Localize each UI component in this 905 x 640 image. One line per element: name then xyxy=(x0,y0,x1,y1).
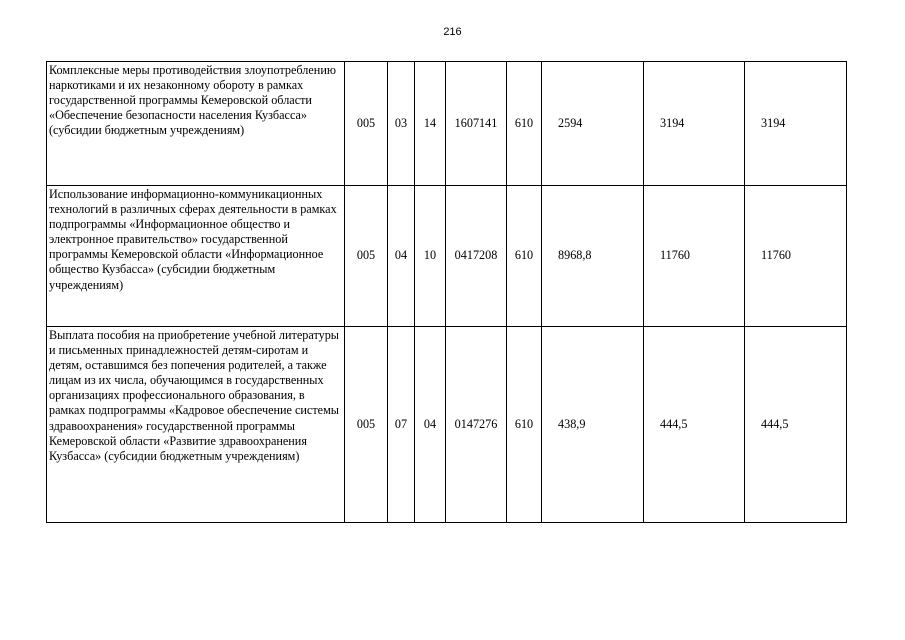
amount-year-1: 2594 xyxy=(542,62,644,186)
section-code: 03 xyxy=(388,62,415,186)
amount-year-2: 444,5 xyxy=(644,327,745,523)
budget-table xyxy=(46,61,847,523)
section-code: 07 xyxy=(388,327,415,523)
subsection-code: 04 xyxy=(415,327,446,523)
ministry-code: 005 xyxy=(345,327,388,523)
ministry-code: 005 xyxy=(345,62,388,186)
amount-year-3: 444,5 xyxy=(745,327,847,523)
row-description: Использование информационно-коммуникационных технологий в различных сферах деятельности в рамках подпрограммы «Информационное общество и электронное правительство» государственной программы Кемеровской области «Информационное общество Кузбасса» (субсидии бюджетным учреждениям) xyxy=(47,186,345,327)
expense-type-code: 610 xyxy=(507,327,542,523)
expense-type-code: 610 xyxy=(507,62,542,186)
amount-year-1: 438,9 xyxy=(542,327,644,523)
section-code: 04 xyxy=(388,186,415,327)
page-number: 216 xyxy=(443,26,462,38)
table-row xyxy=(47,327,847,523)
amount-year-3: 11760 xyxy=(745,186,847,327)
target-item-code: 1607141 xyxy=(446,62,507,186)
row-description: Комплексные меры противодействия злоупотреблению наркотиками и их незаконному обороту в рамках государственной программы Кемеровской области «Обеспечение безопасности населения Кузбасса» (субсидии бюджетным учреждениям) xyxy=(47,62,345,186)
target-item-code: 0417208 xyxy=(446,186,507,327)
amount-year-2: 3194 xyxy=(644,62,745,186)
row-description: Выплата пособия на приобретение учебной литературы и письменных принадлежностей детям-сиротам и детям, оставшимся без попечения родителей, а также лицам из их числа, обучающимся в государственных организациях профессионального образования, в рамках подпрограммы «Кадровое обеспечение системы здравоохранения» государственной программы Кемеровской области «Развитие здравоохранения Кузбасса» (субсидии бюджетным учреждениям) xyxy=(47,327,345,523)
subsection-code: 10 xyxy=(415,186,446,327)
expense-type-code: 610 xyxy=(507,186,542,327)
amount-year-2: 11760 xyxy=(644,186,745,327)
ministry-code: 005 xyxy=(345,186,388,327)
target-item-code: 0147276 xyxy=(446,327,507,523)
subsection-code: 14 xyxy=(415,62,446,186)
amount-year-1: 8968,8 xyxy=(542,186,644,327)
table-row xyxy=(47,62,847,186)
amount-year-3: 3194 xyxy=(745,62,847,186)
table-row xyxy=(47,186,847,327)
